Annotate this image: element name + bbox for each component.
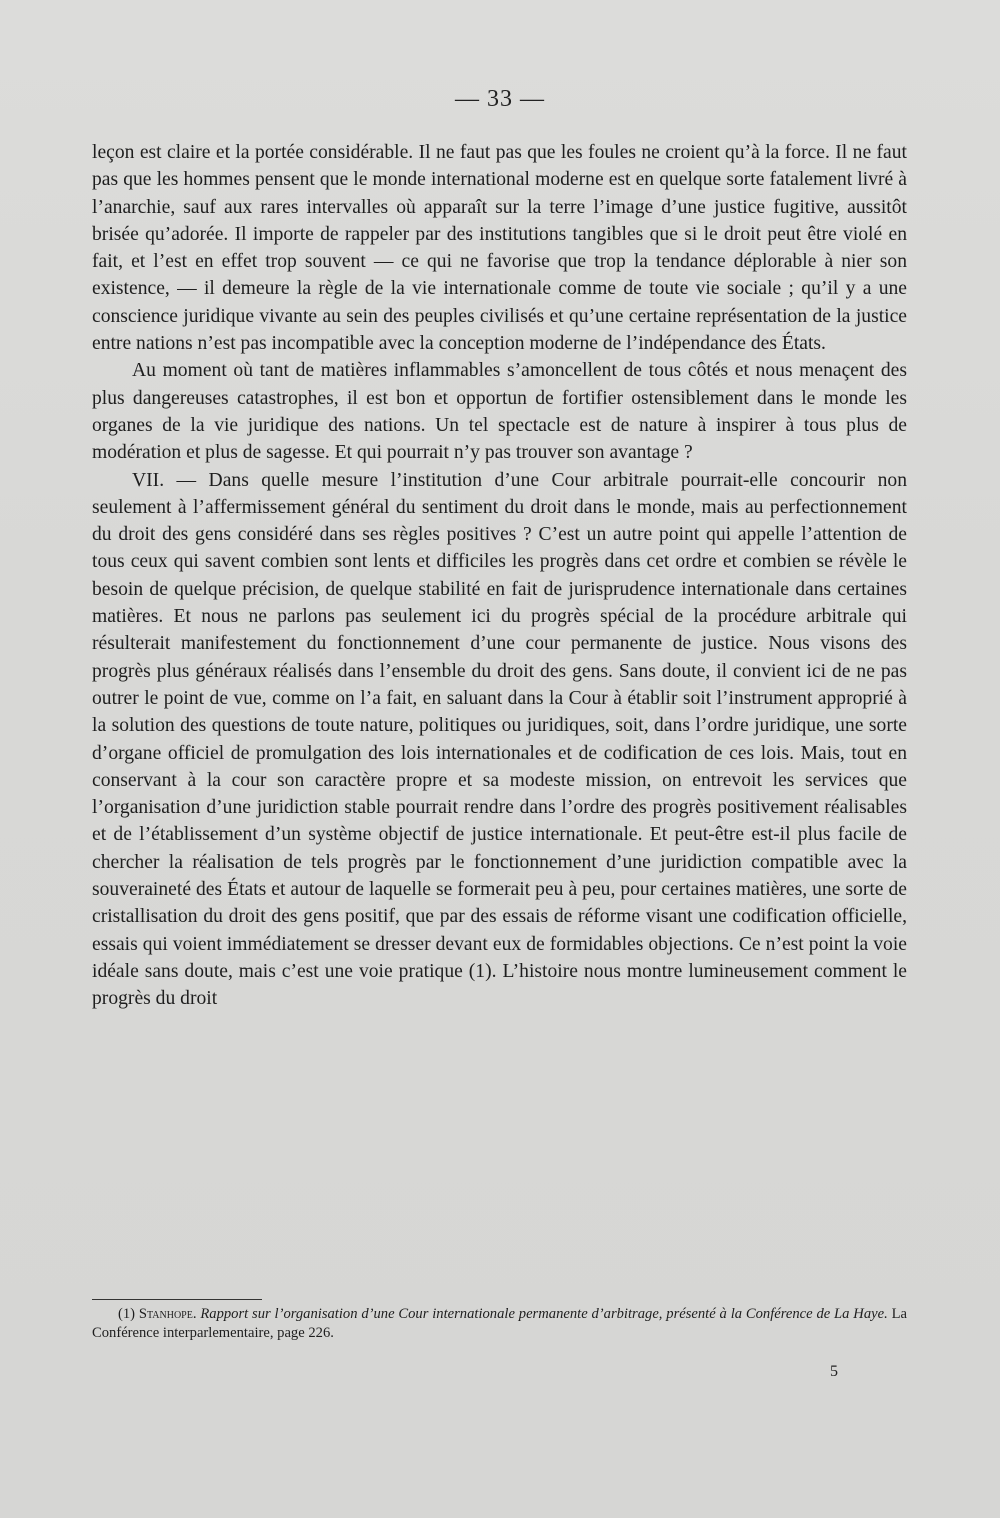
footnote-source: La Conférence interparlementaire, page 226. xyxy=(92,1306,907,1341)
paragraph-2: Au moment où tant de matières inflammables s’amoncellent de tous côtés et nous menaçent des plus dangereuses catastrophes, il est bon et opportun de fortifier ostensiblement dans le monde les organes de la vie juridique des nations. Un tel spectacle est de nature à inspirer à tous plus de modération et plus de sagesse. Et qui pourrait n’y pas trouver son avantage ? xyxy=(92,360,907,464)
footnote-divider xyxy=(92,1299,262,1300)
signature-mark: 5 xyxy=(830,1363,838,1380)
body-text xyxy=(92,139,907,1013)
paragraph-1: leçon est claire et la portée considérable. Il ne faut pas que les foules ne croient qu’à la force. Il ne faut pas que les hommes pensent que le monde international moderne est en quelque sorte fatalement livré à l’anarchie, sauf aux rares intervalles où apparaît sur la terre l’image d’une justice fugitive, aussitôt brisée qu’adorée. Il importe de rappeler par des institutions tangibles que si le droit peut être violé en fait, et l’est en effet trop souvent — ce qui ne favorise que trop la tendance déplorable à nier son existence, — il demeure la règle de la vie internationale comme de toute vie sociale ; qu’il y a une conscience juridique vivante au sein des peuples civilisés et qu’une certaine représentation de la justice entre nations n’est pas incompatible avec la conception moderne de l’indépendance des États. xyxy=(92,142,907,355)
footnote: (1) Stanhope. Rapport sur l’organisation d’une Cour internationale permanente d’arbitrage, présenté à la Conférence de La Haye. La Conférence interparlementaire, page 226. xyxy=(92,1306,907,1341)
footnote-title: Rapport sur l’organisation d’une Cour internationale permanente d’arbitrage, présenté à la Conférence de La Haye. xyxy=(200,1306,888,1322)
footnote-author: Stanhope xyxy=(138,1306,193,1322)
paragraph-3-section-vii: VII. — Dans quelle mesure l’institution d’une Cour arbitrale pourrait-elle concourir non seulement à l’affermissement général du sentiment du droit dans le monde, mais au perfectionnement du droit des gens considéré dans ses règles positives ? C’est un autre point qui appelle l’attention de tous ceux qui savent combien sont lents et difficiles les progrès dans cet ordre et combien se révèle le besoin de quelque précision, de quelque stabilité en fait de jurisprudence internationale dans certaines matières. Et nous ne parlons pas seulement ici du progrès spécial de la procédure arbitrale qui résulterait manifestement du fonctionnement d’une cour permanente de justice. Nous visons des progrès plus généraux réalisés dans l’ensemble du droit des gens. Sans doute, il convient ici de ne pas outrer le point de vue, comme on l’a fait, en saluant dans la Cour à établir soit l’instrument approprié à la solution des questions de toute nature, politiques ou juridiques, soit, dans l’ordre juridique, une sorte d’organe officiel de promulgation des lois internationales et de codification de ces lois. Mais, tout en conservant à la cour son caractère propre et sa modeste mission, on entrevoit les services que l’organisation d’une juridiction stable pourrait rendre dans l’ordre des progrès positivement réalisables et de l’établissement d’un système objectif de justice internationale. Et peut-être est-il plus facile de chercher la réalisation de tels progrès par le fonctionnement d’une juridiction compatible avec la souveraineté des États et autour de laquelle se formerait peu à peu, pour certaines matières, une sorte de cristallisation du droit des gens positif, que par des essais de réforme visant une codification officielle, essais qui voient immédiatement se dresser devant eux de formidables objections. Ce n’est point la voie idéale sans doute, mais c’est une voie pratique (1). L’histoire nous montre lumineusement comment le progrès du droit xyxy=(92,469,907,1010)
page-number: — 33 — xyxy=(455,86,545,112)
footnote-marker: (1) xyxy=(118,1306,136,1322)
